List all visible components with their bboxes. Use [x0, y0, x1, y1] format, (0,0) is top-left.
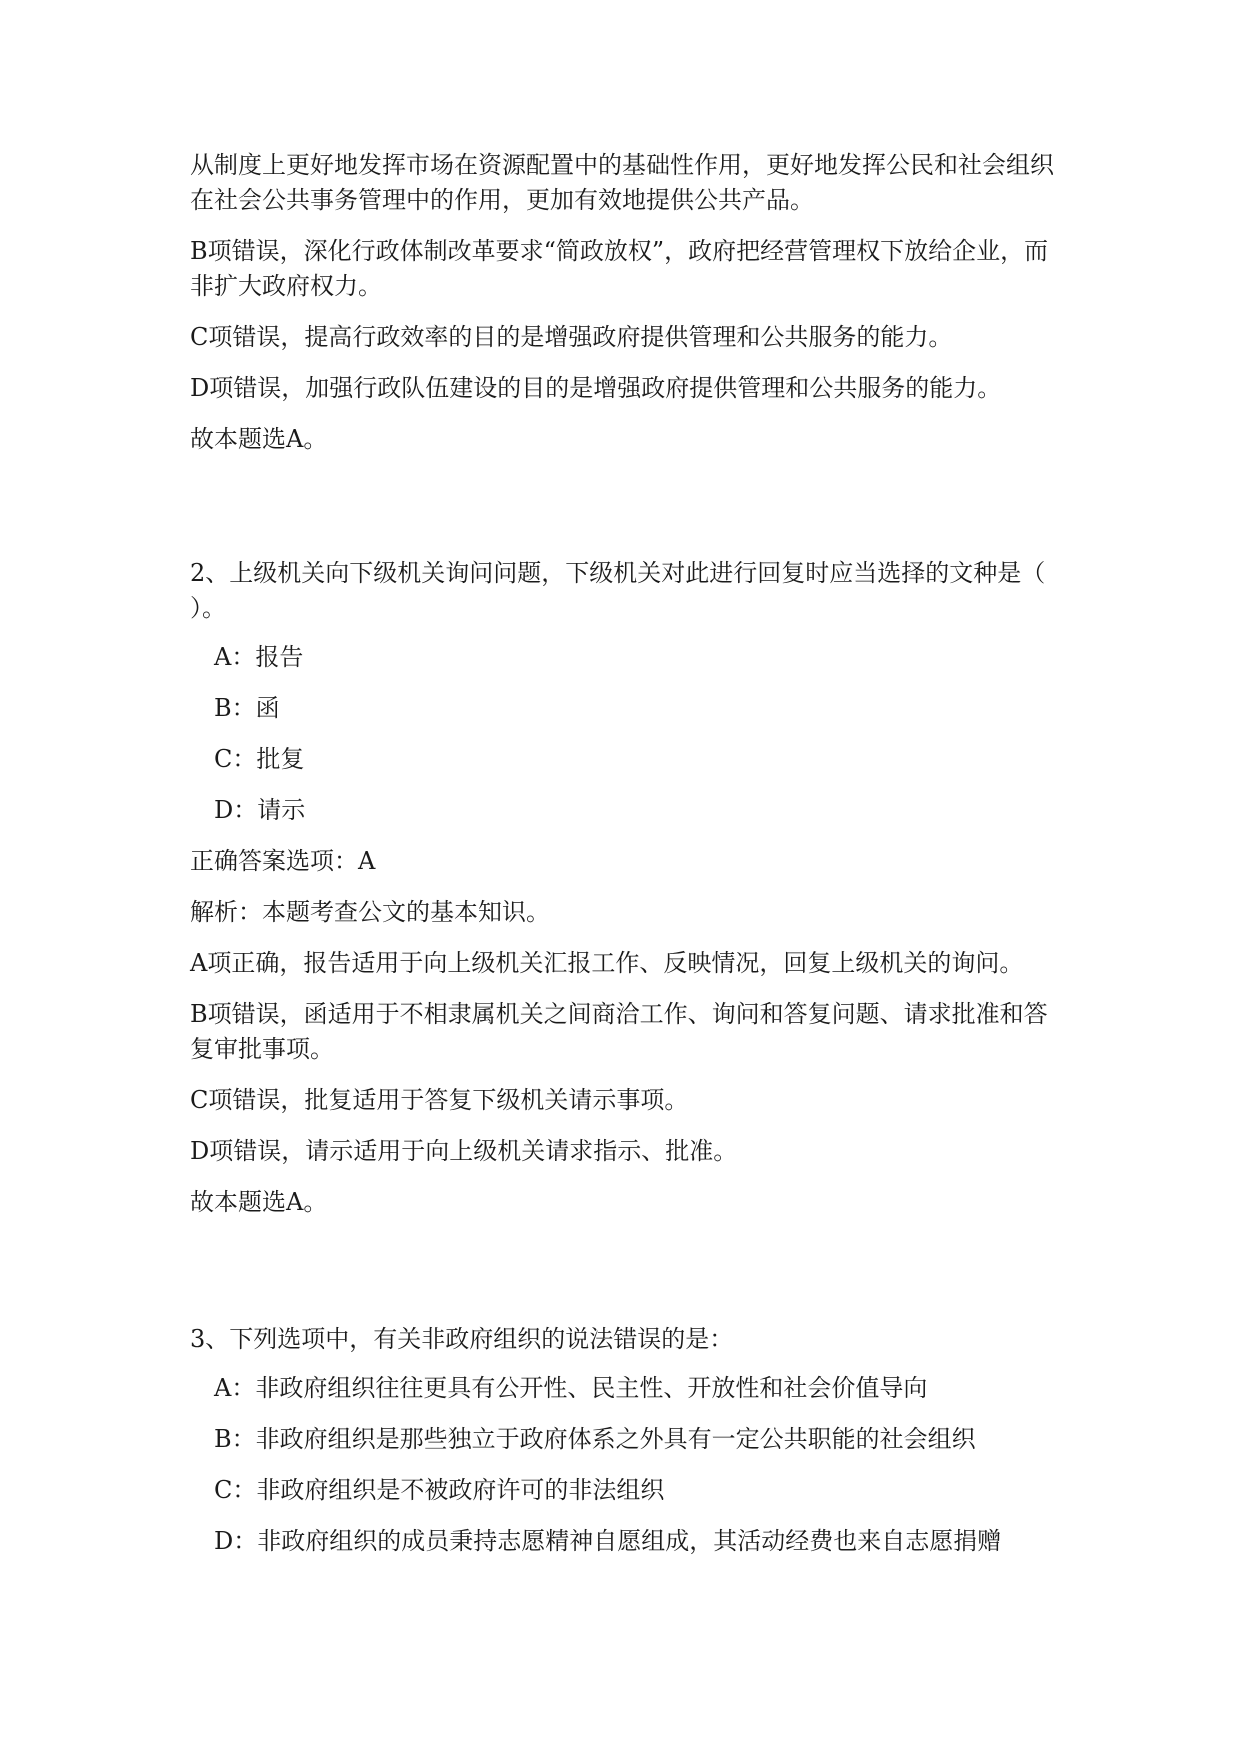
- question-2: [190, 556, 1070, 1220]
- question-text: 2、上级机关向下级机关询问问题，下级机关对此进行回复时应当选择的文种是（ ）。: [190, 559, 1046, 622]
- conclusion-line: 故本题选A。: [190, 1188, 328, 1216]
- option-b: B：函: [214, 694, 280, 722]
- explanation-paragraph: D项错误，请示适用于向上级机关请求指示、批准。: [190, 1137, 738, 1165]
- explanation-paragraph: B项错误，函适用于不相隶属机关之间商洽工作、询问和答复问题、请求批准和答复审批事项。: [190, 1000, 1048, 1063]
- explanation-paragraph: 从制度上更好地发挥市场在资源配置中的基础性作用，更好地发挥公民和社会组织在社会公共事务管理中的作用，更加有效地提供公共产品。: [190, 151, 1054, 214]
- explanation-paragraph: C项错误，批复适用于答复下级机关请示事项。: [190, 1086, 689, 1114]
- option-b: B：非政府组织是那些独立于政府体系之外具有一定公共职能的社会组织: [214, 1425, 976, 1453]
- explanation-paragraph: C项错误，提高行政效率的目的是增强政府提供管理和公共服务的能力。: [190, 323, 953, 351]
- explanation-paragraph: D项错误，加强行政队伍建设的目的是增强政府提供管理和公共服务的能力。: [190, 374, 1002, 402]
- question-3: [190, 1322, 1070, 1559]
- option-a: A：非政府组织往往更具有公开性、民主性、开放性和社会价值导向: [214, 1374, 928, 1402]
- explanation-paragraph: B项错误，深化行政体制改革要求“简政放权”，政府把经营管理权下放给企业，而非扩大政府权力。: [190, 237, 1049, 300]
- option-c: C：非政府组织是不被政府许可的非法组织: [214, 1476, 665, 1504]
- option-c: C：批复: [214, 745, 305, 773]
- option-d: D：请示: [214, 796, 306, 824]
- conclusion-line: 故本题选A。: [190, 425, 328, 453]
- option-d: D：非政府组织的成员秉持志愿精神自愿组成，其活动经费也来自志愿捐赠: [214, 1527, 1002, 1555]
- explanation-paragraph: A项正确，报告适用于向上级机关汇报工作、反映情况，回复上级机关的询问。: [190, 949, 1024, 977]
- analysis-intro: 解析：本题考查公文的基本知识。: [190, 898, 550, 926]
- option-a: A：报告: [214, 643, 304, 671]
- document-content: [190, 148, 1070, 1575]
- question-text: 3、下列选项中，有关非政府组织的说法错误的是：: [190, 1325, 734, 1353]
- correct-answer: 正确答案选项：A: [190, 847, 376, 875]
- answer-block: [190, 844, 1070, 1220]
- previous-answer-explanation: [190, 148, 1070, 457]
